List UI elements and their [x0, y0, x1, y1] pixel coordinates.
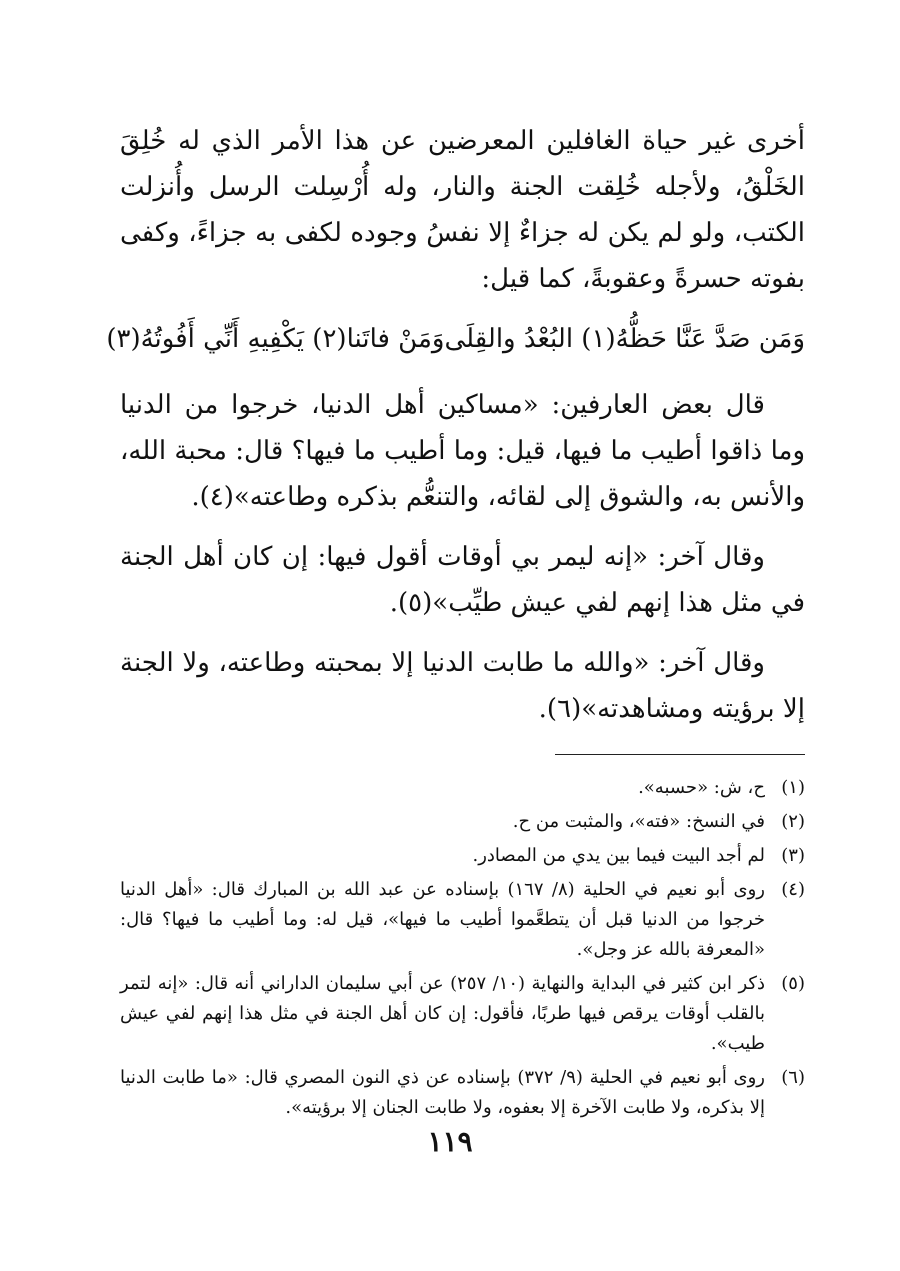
footnote-item — [120, 969, 805, 1059]
body-paragraph-quote-1: قال بعض العارفين: «مساكين أهل الدنيا، خرجوا من الدنيا وما ذاقوا أطيب ما فيها، قيل: وما أطيب ما فيها؟ قال: محبة الله، والأنس به، والشوق إلى لقائه، والتنعُّم بذكره وطاعته»(٤). — [120, 390, 805, 512]
body-paragraph-quote-2: وقال آخر: «إنه ليمر بي أوقات أقول فيها: إن كان أهل الجنة في مثل هذا إنهم لفي عيش طيِّب»(٥). — [120, 542, 805, 618]
page-number: ١١٩ — [427, 1125, 473, 1158]
footnote-text: في النسخ: «فته»، والمثبت من ح. — [512, 811, 765, 832]
footnote-item — [120, 807, 805, 837]
footnote-number: (٢) — [781, 811, 805, 832]
footnote-item — [120, 1063, 805, 1123]
footnotes-list — [120, 773, 805, 1123]
footnote-number: (٣) — [781, 845, 805, 866]
footnote-text: روى أبو نعيم في الحلية (٩/ ٣٧٢) بإسناده عن ذي النون المصري قال: «ما طابت الدنيا إلا بذكره، ولا طابت الآخرة إلا بعفوه، ولا طابت الجنان إلا برؤيته». — [120, 1067, 765, 1118]
footnote-text: ح، ش: «حسبه». — [638, 777, 765, 798]
verse-second-hemistich: وَمَنْ فاتَنا(٢) يَكْفِيهِ أَنِّي أَفُوتُهُ(٣) — [106, 324, 445, 354]
footnote-item — [120, 875, 805, 965]
footnote-number: (٤) — [781, 879, 805, 900]
verse-first-hemistich: وَمَن صَدَّ عَنَّا حَظُّهُ(١) البُعْدُ والقِلَى — [444, 324, 805, 354]
page-body — [106, 118, 805, 1127]
footnote-number: (٥) — [781, 973, 805, 994]
footnote-item — [120, 773, 805, 803]
body-paragraph-intro: أخرى غير حياة الغافلين المعرضين عن هذا الأمر الذي له خُلِقَ الخَلْقُ، ولأجله خُلِقت الجنة والنار، وله أُرْسِلت الرسل وأُنزلت الكتب، ولو لم يكن له جزاءٌ إلا نفسُ وجوده لكفى به جزاءً، وكفى بفوته حسرةً وعقوبةً، كما قيل: — [120, 126, 805, 294]
footnote-number: (٦) — [781, 1067, 805, 1088]
poetry-verse — [106, 316, 805, 362]
footnote-number: (١) — [781, 777, 805, 798]
footnote-text: ذكر ابن كثير في البداية والنهاية (١٠/ ٢٥٧) عن أبي سليمان الداراني أنه قال: «إنه لتمر بالقلب أوقات يرقص فيها طربًا، فأقول: إن كان أهل الجنة في مثل هذا إنهم لفي عيش طيب». — [120, 973, 765, 1054]
body-paragraph-quote-3: وقال آخر: «والله ما طابت الدنيا إلا بمحبته وطاعته، ولا الجنة إلا برؤيته ومشاهدته»(٦). — [120, 648, 805, 724]
footnote-text: روى أبو نعيم في الحلية (٨/ ١٦٧) بإسناده عن عبد الله بن المبارك قال: «أهل الدنيا خرجوا من الدنيا قبل أن يتطعَّموا أطيب ما فيها»، قيل له: وما أطيب ما فيها؟ قال: «المعرفة بالله عز وجل». — [120, 879, 765, 960]
footnote-text: لم أجد البيت فيما بين يدي من المصادر. — [472, 845, 765, 866]
footnote-separator — [555, 754, 805, 755]
footnote-item — [120, 841, 805, 871]
